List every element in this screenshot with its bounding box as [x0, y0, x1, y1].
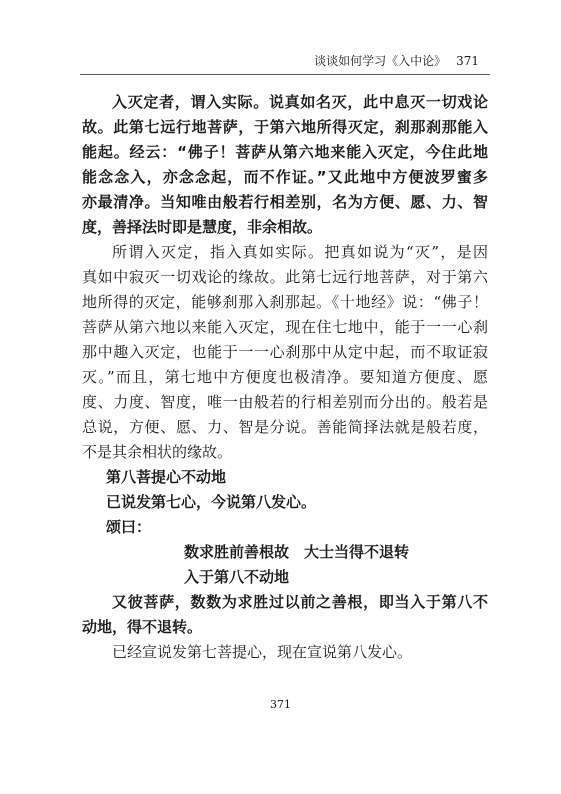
text-line: 亦最清净。当知唯由般若行相差别，名为方便、愿、力、智 [82, 193, 488, 211]
section-title: 第八菩提心不动地 [106, 468, 227, 486]
closing-line: 已经宣说发第七菩提心，现在宣说第八发心。 [112, 643, 413, 661]
text-line: 能念念入，亦念念起，而不作证。”又此地中方便波罗蜜多 [82, 168, 488, 186]
text-line: 能起。经云：“佛子！菩萨从第六地来能入灭定，今住此地 [82, 143, 488, 161]
text-line: 总说，方便、愿、力、智是分说。善能简择法就是般若度， [82, 418, 488, 436]
text-line: 度、力度、智度，唯一由般若的行相差别而分出的。般若是 [82, 393, 488, 411]
commentary-paragraph [82, 590, 488, 640]
text-line: 故。此第七远行地菩萨，于第六地所得灭定，刹那刹那能入 [82, 118, 488, 136]
running-header [314, 52, 479, 69]
text-line: 所谓入灭定，指入真如实际。把真如说为“灭”，是因 [112, 243, 488, 261]
footer-page-number: 371 [270, 698, 291, 711]
text-line: 菩萨从第六地以来能入灭定，现在住七地中，能于一一心刹 [82, 318, 488, 336]
page-body [82, 90, 488, 665]
text-line: 真如中寂灭一切戏论的缘故。此第七远行地菩萨，对于第六 [82, 268, 488, 286]
header-title: 谈谈如何学习《入中论》 [314, 54, 447, 68]
text-line: 不是其余相状的缘故。 [82, 443, 233, 461]
text-line: 度，善择法时即是慧度，非余相故。 [82, 218, 323, 236]
verse-label: 颂曰： [106, 518, 152, 536]
text-line: 入灭定者，谓入实际。说真如名灭，此中息灭一切戏论 [112, 93, 488, 111]
header-page-number: 371 [456, 54, 479, 68]
text-line: 又彼菩萨，数数为求胜过以前之善根，即当入于第八不 [112, 593, 488, 611]
intro-line: 已说发第七心，今说第八发心。 [106, 493, 317, 511]
explanation-paragraph [82, 240, 488, 465]
verse-line: 数求胜前善根故 大士当得不退转 [184, 543, 410, 561]
verse-line: 入于第八不动地 [184, 568, 290, 586]
text-line: 地所得的灭定，能够刹那入刹那起。《十地经》说：“佛子！ [82, 293, 488, 311]
header-rule [80, 74, 490, 75]
text-line: 那中趣入灭定，也能于一一心刹那中从定中起，而不取证寂 [82, 343, 488, 361]
text-line: 灭。”而且，第七地中方便度也极清净。要知道方便度、愿 [82, 368, 488, 386]
root-text-paragraph [82, 90, 488, 240]
text-line: 动地，得不退转。 [82, 618, 203, 636]
